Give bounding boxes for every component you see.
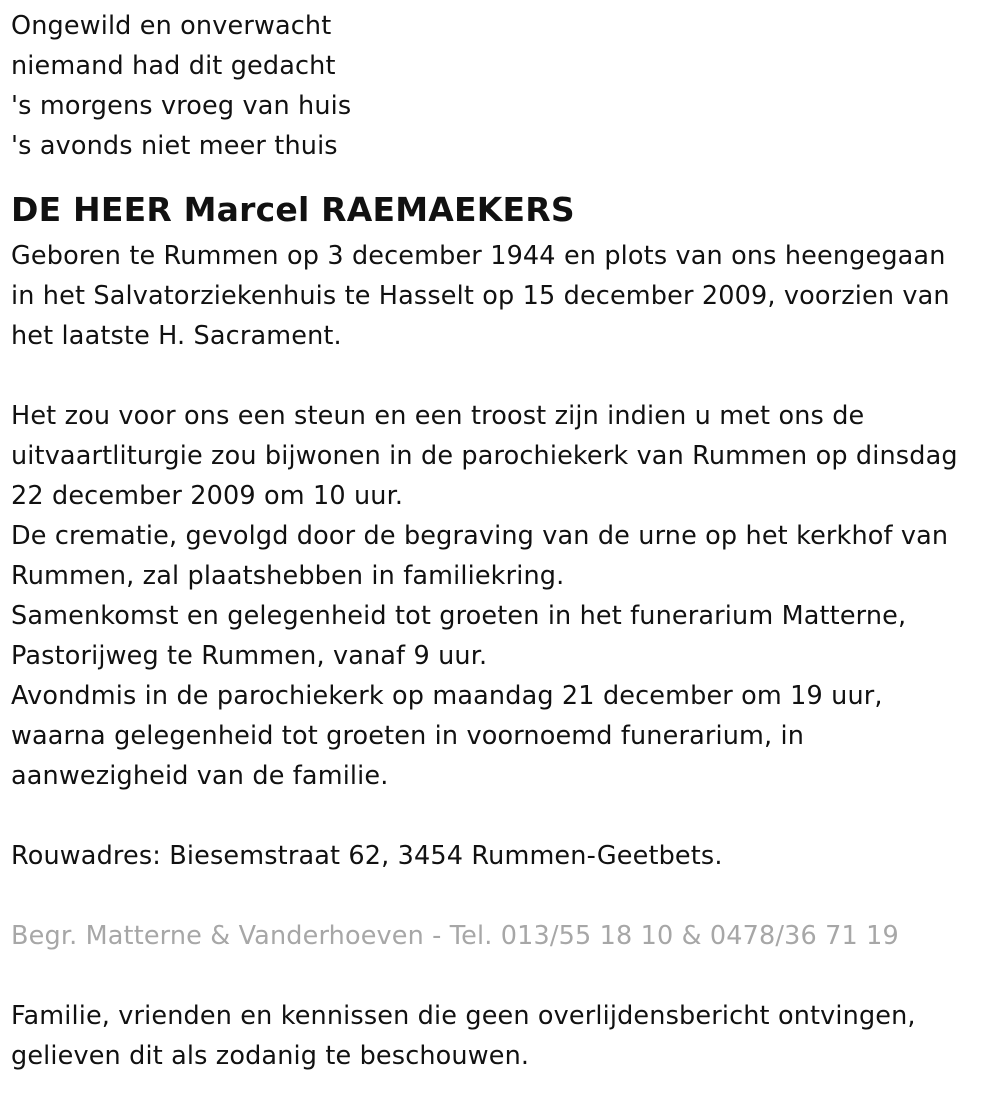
mourning-address	[11, 836, 996, 876]
paragraph-line: Geboren te Rummen op 3 december 1944 en plots van ons heengegaan	[11, 241, 946, 271]
paragraph-line: Samenkomst en gelegenheid tot groeten in het funerarium Matterne,	[11, 601, 907, 631]
paragraph-line: 22 december 2009 om 10 uur.	[11, 481, 404, 511]
paragraph-spacer	[11, 876, 996, 916]
poem-line: Ongewild en onverwacht	[11, 11, 332, 41]
deceased-name-heading: DE HEER Marcel RAEMAEKERS	[11, 190, 575, 229]
memorial-poem	[11, 6, 996, 166]
funeral-details-paragraph	[11, 396, 996, 796]
obituary-notice	[11, 6, 996, 1076]
birth-death-paragraph	[11, 236, 996, 356]
paragraph-line: Rummen, zal plaatshebben in familiekring.	[11, 561, 565, 591]
paragraph-line: Pastorijweg te Rummen, vanaf 9 uur.	[11, 641, 488, 671]
poem-line: niemand had dit gedacht	[11, 51, 336, 81]
paragraph-spacer	[11, 356, 996, 396]
closing-line: gelieven dit als zodanig te beschouwen.	[11, 1041, 530, 1071]
paragraph-line: Avondmis in de parochiekerk op maandag 21 december om 19 uur,	[11, 681, 883, 711]
paragraph-line: Het zou voor ons een steun en een troost zijn indien u met ons de	[11, 401, 865, 431]
poem-line: 's morgens vroeg van huis	[11, 91, 352, 121]
poem-line: 's avonds niet meer thuis	[11, 131, 338, 161]
paragraph-line: het laatste H. Sacrament.	[11, 321, 342, 351]
closing-note	[11, 996, 996, 1076]
undertaker-contact	[11, 916, 996, 956]
paragraph-line: aanwezigheid van de familie.	[11, 761, 389, 791]
paragraph-spacer	[11, 796, 996, 836]
paragraph-line: in het Salvatorziekenhuis te Hasselt op 15 december 2009, voorzien van	[11, 281, 950, 311]
paragraph-line: uitvaartliturgie zou bijwonen in de parochiekerk van Rummen op dinsdag	[11, 441, 958, 471]
paragraph-line: waarna gelegenheid tot groeten in voornoemd funerarium, in	[11, 721, 805, 751]
paragraph-spacer	[11, 956, 996, 996]
closing-line: Familie, vrienden en kennissen die geen overlijdensbericht ontvingen,	[11, 1001, 916, 1031]
address-line: Rouwadres: Biesemstraat 62, 3454 Rummen-Geetbets.	[11, 841, 723, 871]
paragraph-line: De crematie, gevolgd door de begraving van de urne op het kerkhof van	[11, 521, 949, 551]
undertaker-line: Begr. Matterne & Vanderhoeven - Tel. 013/55 18 10 & 0478/36 71 19	[11, 921, 899, 951]
